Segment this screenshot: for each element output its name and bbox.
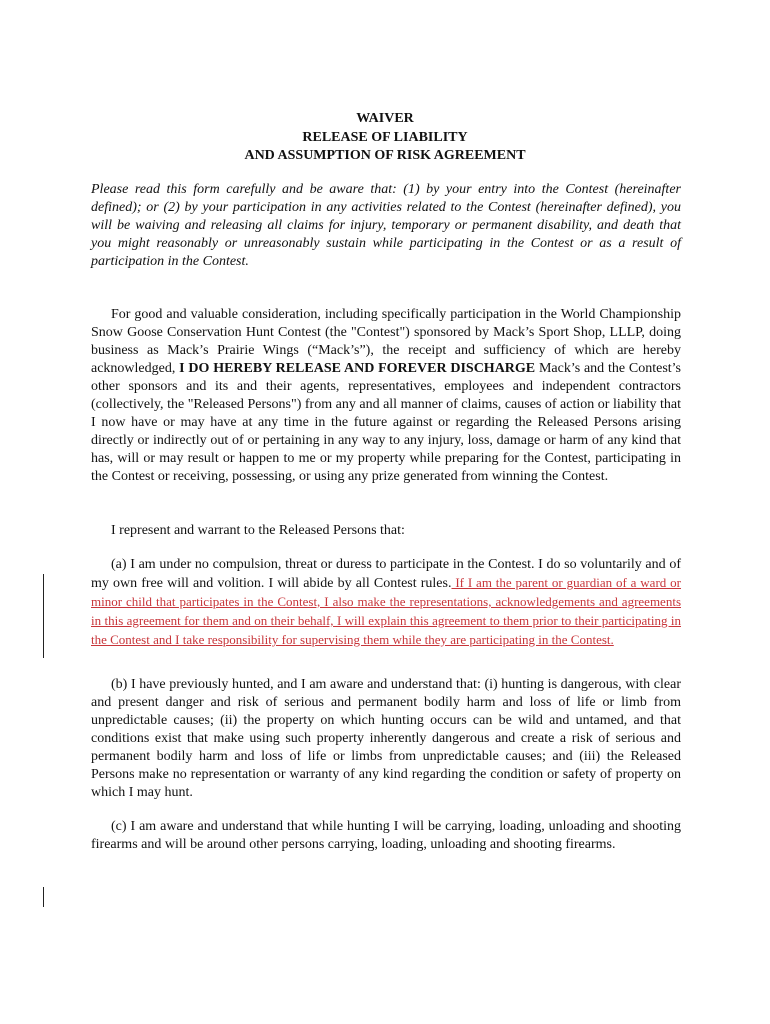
title-line-assumption: AND ASSUMPTION OF RISK AGREEMENT [244,148,526,163]
revision-change-bar-lower [43,887,44,907]
release-text-after: Mack’s and the Contest’s other sponsors and its and their agents, representatives, employees and independent contractors (collectively, the "Released Persons") from any and all manner of claims, causes of action or liability that I now have or may have at any time in the future against or regarding the Released Persons arising directly or indirectly out of or pertaining in any way to any injury, loss, damage or harm of any kind that has, will or may result or happen to me or my property while preparing for the Contest, participating in the Contest or receiving, possessing, or using any prize generated from winning the Contest. [91,361,681,484]
item-c-paragraph: (c) I am aware and understand that while hunting I will be carrying, loading, unloading and shooting firearms and will be around other persons carrying, loading, unloading and shooting firearms. [91,819,681,852]
item-b-paragraph: (b) I have previously hunted, and I am aware and understand that: (i) hunting is dangerous, with clear and present danger and risk of serious and permanent bodily harm and loss of life or limb from unpredictable causes; (ii) the property on which hunting occurs can be wild and untamed, and that conditions exist that make using such property inherently dangerous and create a risk of serious and permanent bodily harm and loss of life or limbs from unpredictable causes; and (iii) the Released Persons make no representation or warranty of any kind regarding the condition or safety of property on which I may hunt. [91,677,681,800]
item-a-text: (a) I am under no compulsion, threat or duress to participate in the Contest. I do so voluntarily and of my own free will and volition. I will abide by all Contest rules. [91,557,681,591]
title-line-release: RELEASE OF LIABILITY [302,129,468,145]
item-a-paragraph [91,556,681,650]
release-text-before: For good and valuable consideration, including specifically participation in the World Championship Snow Goose Conservation Hunt Contest (the "Contest") sponsored by Mack’s Sport Shop, LLLP, doing business as Mack’s Prairie Wings (“Mack’s”), the receipt and sufficiency of which are hereby acknowledged, [91,307,681,376]
document-title [0,110,770,166]
title-line-waiver: WAIVER [356,111,414,126]
item-a-revision-text: If I am the parent or guardian of a ward or minor child that participates in the Contest, I also make the representations, acknowledgements and agreements in this agreement for them and on their behalf, I will explain this agreement to them prior to their participating in the Contest and I take responsibility for supervising them while they are participating in the Contest. [91,575,681,647]
release-paragraph [91,306,681,486]
revision-change-bar [43,574,44,658]
intro-paragraph: Please read this form carefully and be aware that: (1) by your entry into the Contest (hereinafter defined); or (2) by your participation in any activities related to the Contest (hereinafter defined), you will be waiving and releasing all claims for injury, temporary or permanent disability, and death that you might reasonably or unreasonably sustain while participating in the Contest or as a result of participation in the Contest. [91,182,681,269]
representation-paragraph: I represent and warrant to the Released Persons that: [111,523,405,538]
release-bold-clause: I DO HEREBY RELEASE AND FOREVER DISCHARGE [179,361,536,376]
